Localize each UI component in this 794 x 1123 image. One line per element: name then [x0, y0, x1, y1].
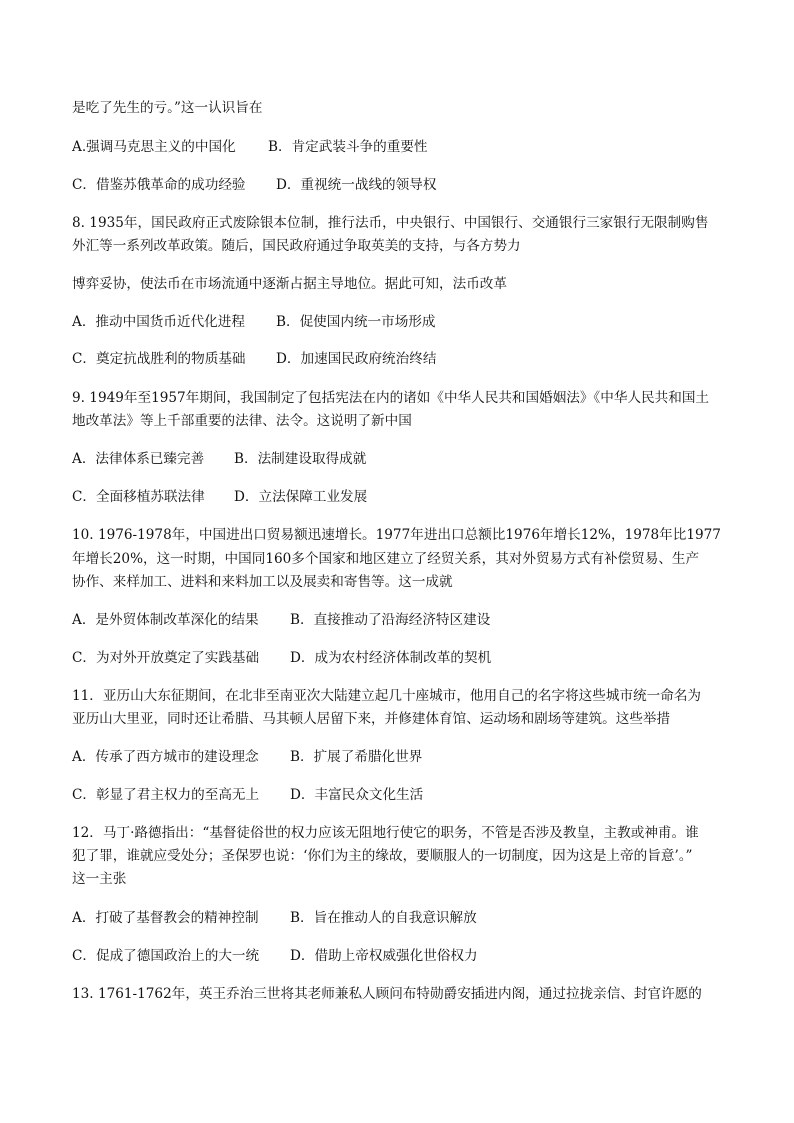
q12-options-row-2 — [72, 946, 478, 966]
q8-option-a[interactable]: A．推动中国货币近代化进程 — [72, 314, 245, 330]
q7-options-row-2 — [72, 175, 437, 195]
q11-options-row-2 — [72, 785, 424, 805]
q9-options-row-1 — [72, 449, 367, 469]
q9-stem-line: 地改革法》等上千部重要的法律、法令。这说明了新中国 — [72, 413, 412, 429]
q8-stem-line: 8. 1935年，国民政府正式废除银本位制，推行法币，中央银行、中国银行、交通银行三家银行无限制购售 — [72, 215, 709, 231]
q8-stem-line: 博弈妥协，使法币在市场流通中逐渐占据主导地位。据此可知，法币改革 — [72, 276, 507, 292]
q10-stem-line: 年增长20%，这一时期，中国同160多个国家和地区建立了经贸关系，其对外贸易方式有补偿贸易、生产 — [72, 551, 700, 567]
q12-stem-line: 这一主张 — [72, 871, 127, 887]
q11-stem-line: 11．亚历山大东征期间，在北非至南亚次大陆建立起几十座城市，他用自己的名字将这些城市统一命名为 — [72, 688, 702, 704]
q13-stem-line: 13. 1761-1762年，英王乔治三世将其老师兼私人顾问布特勋爵安插进内阁，通过拉拢亲信、封官许愿的 — [72, 986, 702, 1002]
q9-option-a[interactable]: A．法律体系已臻完善 — [72, 451, 205, 467]
q10-options-row-1 — [72, 610, 491, 630]
q8-option-c[interactable]: C．奠定抗战胜利的物质基础 — [72, 351, 246, 367]
q9-option-c[interactable]: C．全面移植苏联法律 — [72, 489, 205, 505]
q7-options-row-1 — [72, 137, 428, 157]
q7-option-c[interactable]: C．借鉴苏俄革命的成功经验 — [72, 177, 246, 193]
q8-options-row-2 — [72, 349, 437, 369]
q11-stem-line: 亚历山大里亚，同时还让希腊、马其顿人居留下来，并修建体育馆、运动场和剧场等建筑。这些举措 — [72, 711, 671, 727]
q11-option-d[interactable]: D．丰富民众文化生活 — [290, 787, 424, 803]
q10-stem-line: 10. 1976-1978年，中国进出口贸易额迅速增长。1977年进出口总额比1976年增长12%，1978年比1977 — [72, 527, 721, 543]
q10-option-d[interactable]: D．成为农村经济体制改革的契机 — [290, 650, 492, 666]
q9-options-row-2 — [72, 487, 368, 507]
q10-option-a[interactable]: A．是外贸体制改革深化的结果 — [72, 612, 259, 628]
q11-option-a[interactable]: A．传承了西方城市的建设理念 — [72, 749, 259, 765]
q12-option-a[interactable]: A．打破了基督教会的精神控制 — [72, 910, 259, 926]
q12-options-row-1 — [72, 908, 477, 928]
q10-options-row-2 — [72, 648, 492, 668]
q12-option-d[interactable]: D．借助上帝权威强化世俗权力 — [290, 948, 478, 964]
q7-stem-tail: 是吃了先生的亏。”这一认识旨在 — [72, 100, 263, 116]
q8-option-b[interactable]: B．促使国内统一市场形成 — [276, 314, 436, 330]
q11-option-b[interactable]: B．扩展了希腊化世界 — [290, 749, 423, 765]
q7-option-b[interactable]: B．肯定武装斗争的重要性 — [268, 139, 428, 155]
q10-stem-line: 协作、来样加工、进料和来料加工以及展卖和寄售等。这一成就 — [72, 574, 453, 590]
q7-option-a[interactable]: A.强调马克思主义的中国化 — [72, 139, 236, 155]
q12-stem-line: 12．马丁·路德指出：“基督徒俗世的权力应该无阻地行使它的职务，不管是否涉及教皇，主教或神甫。谁 — [72, 825, 699, 841]
q12-option-c[interactable]: C．促成了德国政治上的大一统 — [72, 948, 260, 964]
q10-option-c[interactable]: C．为对外开放奠定了实践基础 — [72, 650, 260, 666]
q9-stem-line: 9. 1949年至1957年期间，我国制定了包括宪法在内的诸如《中华人民共和国婚姻法》《中华人民共和国土 — [72, 390, 710, 406]
q10-option-b[interactable]: B．直接推动了沿海经济特区建设 — [290, 612, 491, 628]
q8-options-row-1 — [72, 312, 436, 332]
q8-stem-line: 外汇等一系列改革政策。随后，国民政府通过争取英美的支持，与各方势力 — [72, 238, 521, 254]
q12-option-b[interactable]: B．旨在推动人的自我意识解放 — [290, 910, 477, 926]
q9-option-d[interactable]: D．立法保障工业发展 — [234, 489, 368, 505]
q11-option-c[interactable]: C．彰显了君主权力的至高无上 — [72, 787, 260, 803]
q8-option-d[interactable]: D．加速国民政府统治终结 — [276, 351, 437, 367]
q11-options-row-1 — [72, 747, 423, 767]
q9-option-b[interactable]: B．法制建设取得成就 — [234, 451, 367, 467]
q12-stem-line: 犯了罪，谁就应受处分；圣保罗也说：‘你们为主的缘故，要顺服人的一切制度，因为这是上帝的旨意’。” — [72, 848, 693, 864]
q7-option-d[interactable]: D．重视统一战线的领导权 — [276, 177, 437, 193]
